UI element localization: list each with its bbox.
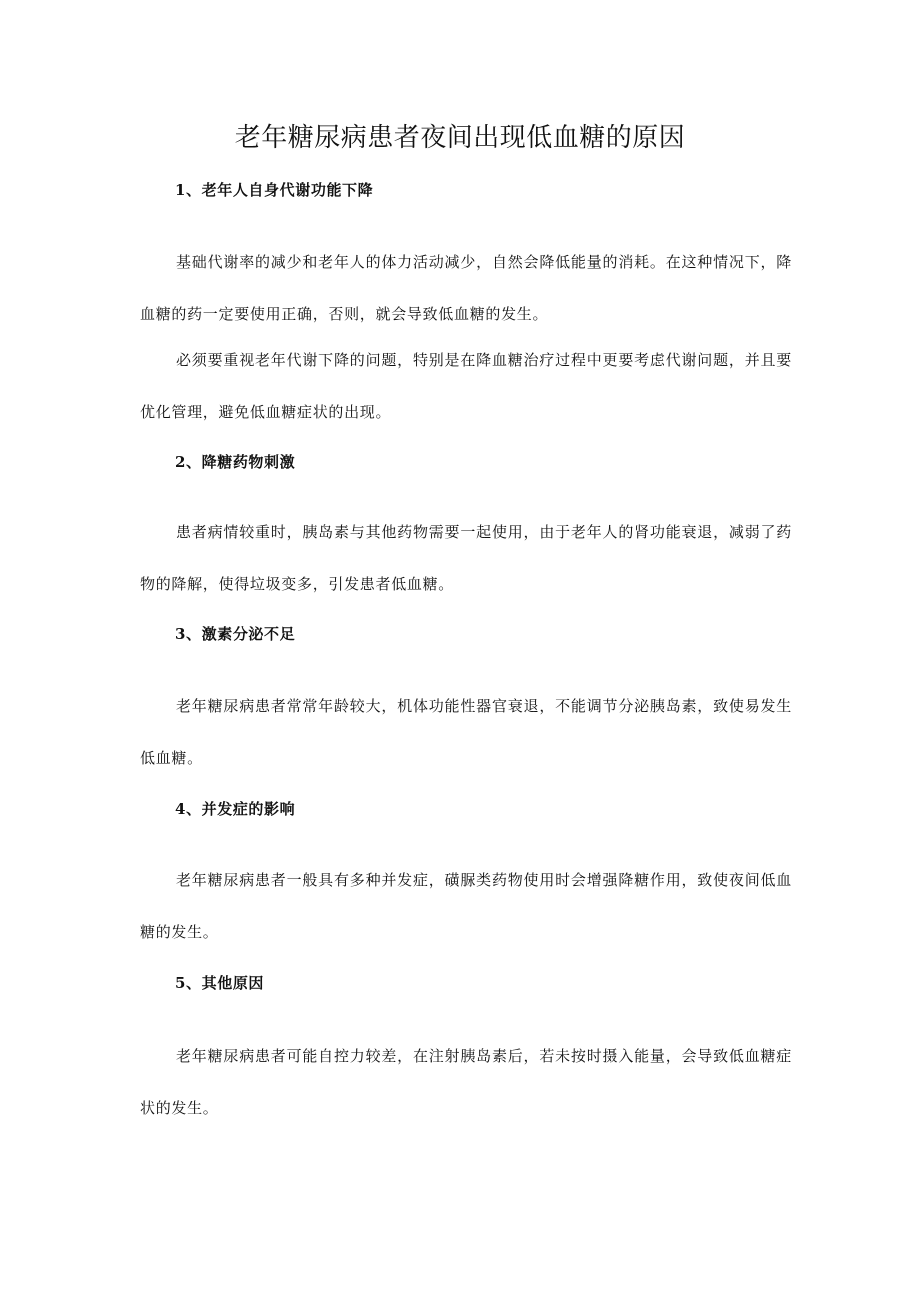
section-heading-4: 4、并发症的影响: [175, 800, 296, 818]
section-heading-5: 5、其他原因: [175, 974, 265, 992]
section-3-paragraph-1: 老年糖尿病患者常常年龄较大，机体功能性器官衰退，不能调节分泌胰岛素，致使易发生低血糖。: [140, 697, 792, 767]
section-1-paragraph-2: 必须要重视老年代谢下降的问题，特别是在降血糖治疗过程中更要考虑代谢问题，并且要优化管理，避免低血糖症状的出现。: [140, 351, 792, 421]
section-5-paragraph-1: 老年糖尿病患者可能自控力较差，在注射胰岛素后，若未按时摄入能量，会导致低血糖症状的发生。: [140, 1047, 792, 1117]
section-heading-3: 3、激素分泌不足: [175, 625, 296, 643]
section-heading-2: 2、降糖药物刺激: [175, 453, 296, 471]
section-4-paragraph-1: 老年糖尿病患者一般具有多种并发症，磺脲类药物使用时会增强降糖作用，致使夜间低血糖的发生。: [140, 871, 792, 941]
section-1-paragraph-1: 基础代谢率的减少和老年人的体力活动减少，自然会降低能量的消耗。在这种情况下，降血糖的药一定要使用正确，否则，就会导致低血糖的发生。: [140, 253, 792, 323]
section-heading-1: 1、老年人自身代谢功能下降: [175, 181, 374, 199]
section-2-paragraph-1: 患者病情较重时，胰岛素与其他药物需要一起使用，由于老年人的肾功能衰退，减弱了药物的降解，使得垃圾变多，引发患者低血糖。: [140, 523, 792, 593]
page-title: 老年糖尿病患者夜间出现低血糖的原因: [234, 123, 686, 153]
